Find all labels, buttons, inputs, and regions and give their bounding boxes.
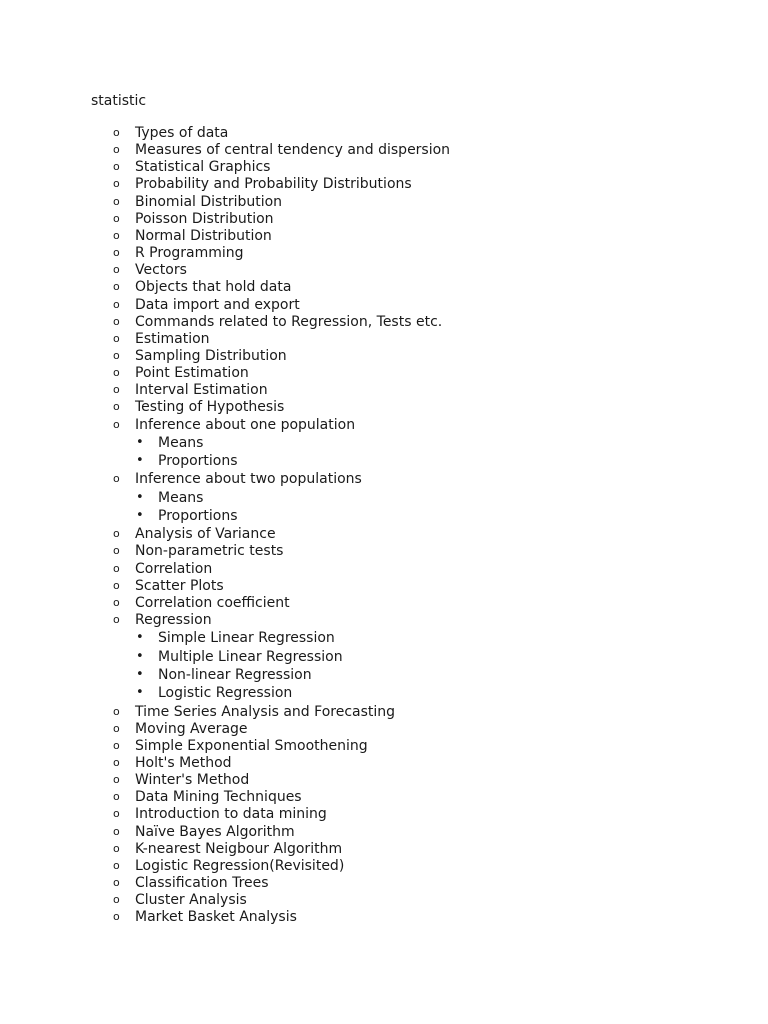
circle-bullet-icon: o bbox=[113, 527, 120, 540]
disc-bullet-icon: • bbox=[136, 453, 144, 468]
circle-bullet-icon: o bbox=[113, 160, 120, 173]
disc-bullet-icon: • bbox=[136, 667, 144, 682]
topic-label: Non-parametric tests bbox=[135, 543, 284, 559]
topic-label: Probability and Probability Distributions bbox=[135, 176, 412, 192]
topic-label: Commands related to Regression, Tests etc. bbox=[135, 314, 443, 330]
circle-bullet-icon: o bbox=[113, 613, 120, 626]
topic-label: Analysis of Variance bbox=[135, 526, 276, 542]
circle-bullet-icon: o bbox=[113, 825, 120, 838]
topic-label: Statistical Graphics bbox=[135, 159, 271, 175]
topic-label: Data import and export bbox=[135, 297, 300, 313]
circle-bullet-icon: o bbox=[113, 562, 120, 575]
circle-bullet-icon: o bbox=[113, 722, 120, 735]
circle-bullet-icon: o bbox=[113, 807, 120, 820]
topic-label: Point Estimation bbox=[135, 365, 249, 381]
topic-label: Estimation bbox=[135, 331, 210, 347]
topic-label: Introduction to data mining bbox=[135, 806, 327, 822]
circle-bullet-icon: o bbox=[113, 739, 120, 752]
topic-label: Objects that hold data bbox=[135, 279, 292, 295]
circle-bullet-icon: o bbox=[113, 143, 120, 156]
topic-label: K-nearest Neigbour Algorithm bbox=[135, 841, 343, 857]
topic-label: Sampling Distribution bbox=[135, 348, 287, 364]
topic-label: Naïve Bayes Algorithm bbox=[135, 824, 295, 840]
circle-bullet-icon: o bbox=[113, 579, 120, 592]
topic-label: Vectors bbox=[135, 262, 187, 278]
topic-label: Moving Average bbox=[135, 721, 248, 737]
disc-bullet-icon: • bbox=[136, 649, 144, 664]
circle-bullet-icon: o bbox=[113, 756, 120, 769]
topic-label: Simple Exponential Smoothening bbox=[135, 738, 368, 754]
disc-bullet-icon: • bbox=[136, 508, 144, 523]
circle-bullet-icon: o bbox=[113, 383, 120, 396]
topic-label: Data Mining Techniques bbox=[135, 789, 302, 805]
topic-label: Cluster Analysis bbox=[135, 892, 247, 908]
topic-label: Holt's Method bbox=[135, 755, 232, 771]
topic-label: Measures of central tendency and dispersion bbox=[135, 142, 451, 158]
circle-bullet-icon: o bbox=[113, 544, 120, 557]
disc-bullet-icon: • bbox=[136, 490, 144, 505]
topic-label: Binomial Distribution bbox=[135, 194, 283, 210]
topic-label: Market Basket Analysis bbox=[135, 909, 297, 925]
topic-label: Logistic Regression bbox=[158, 685, 293, 701]
topic-label: Proportions bbox=[158, 508, 238, 524]
disc-bullet-icon: • bbox=[136, 630, 144, 645]
circle-bullet-icon: o bbox=[113, 229, 120, 242]
circle-bullet-icon: o bbox=[113, 893, 120, 906]
topic-label: Correlation coefficient bbox=[135, 595, 290, 611]
circle-bullet-icon: o bbox=[113, 400, 120, 413]
topic-label: Inference about one population bbox=[135, 417, 356, 433]
document-title: statistic bbox=[91, 93, 147, 109]
topic-label: Poisson Distribution bbox=[135, 211, 274, 227]
circle-bullet-icon: o bbox=[113, 349, 120, 362]
circle-bullet-icon: o bbox=[113, 315, 120, 328]
topic-label: Types of data bbox=[135, 125, 229, 141]
circle-bullet-icon: o bbox=[113, 773, 120, 786]
circle-bullet-icon: o bbox=[113, 212, 120, 225]
circle-bullet-icon: o bbox=[113, 472, 120, 485]
topic-label: Interval Estimation bbox=[135, 382, 268, 398]
topic-label: Simple Linear Regression bbox=[158, 630, 335, 646]
topic-label: Correlation bbox=[135, 561, 213, 577]
circle-bullet-icon: o bbox=[113, 195, 120, 208]
circle-bullet-icon: o bbox=[113, 126, 120, 139]
topic-label: Time Series Analysis and Forecasting bbox=[135, 704, 396, 720]
topic-label: Scatter Plots bbox=[135, 578, 224, 594]
topic-label: Winter's Method bbox=[135, 772, 250, 788]
disc-bullet-icon: • bbox=[136, 435, 144, 450]
topic-label: Means bbox=[158, 490, 204, 506]
circle-bullet-icon: o bbox=[113, 298, 120, 311]
circle-bullet-icon: o bbox=[113, 842, 120, 855]
disc-bullet-icon: • bbox=[136, 685, 144, 700]
topic-label: Normal Distribution bbox=[135, 228, 272, 244]
circle-bullet-icon: o bbox=[113, 332, 120, 345]
topic-label: Non-linear Regression bbox=[158, 667, 312, 683]
circle-bullet-icon: o bbox=[113, 418, 120, 431]
circle-bullet-icon: o bbox=[113, 705, 120, 718]
circle-bullet-icon: o bbox=[113, 876, 120, 889]
topic-label: Logistic Regression(Revisited) bbox=[135, 858, 345, 874]
topic-label: Classification Trees bbox=[135, 875, 269, 891]
topic-label: Proportions bbox=[158, 453, 238, 469]
topic-label: Testing of Hypothesis bbox=[135, 399, 285, 415]
topic-label: Regression bbox=[135, 612, 212, 628]
circle-bullet-icon: o bbox=[113, 280, 120, 293]
circle-bullet-icon: o bbox=[113, 596, 120, 609]
circle-bullet-icon: o bbox=[113, 910, 120, 923]
topic-label: R Programming bbox=[135, 245, 244, 261]
circle-bullet-icon: o bbox=[113, 859, 120, 872]
circle-bullet-icon: o bbox=[113, 246, 120, 259]
topic-label: Multiple Linear Regression bbox=[158, 649, 343, 665]
topic-label: Means bbox=[158, 435, 204, 451]
circle-bullet-icon: o bbox=[113, 263, 120, 276]
circle-bullet-icon: o bbox=[113, 790, 120, 803]
topic-label: Inference about two populations bbox=[135, 471, 362, 487]
circle-bullet-icon: o bbox=[113, 177, 120, 190]
circle-bullet-icon: o bbox=[113, 366, 120, 379]
